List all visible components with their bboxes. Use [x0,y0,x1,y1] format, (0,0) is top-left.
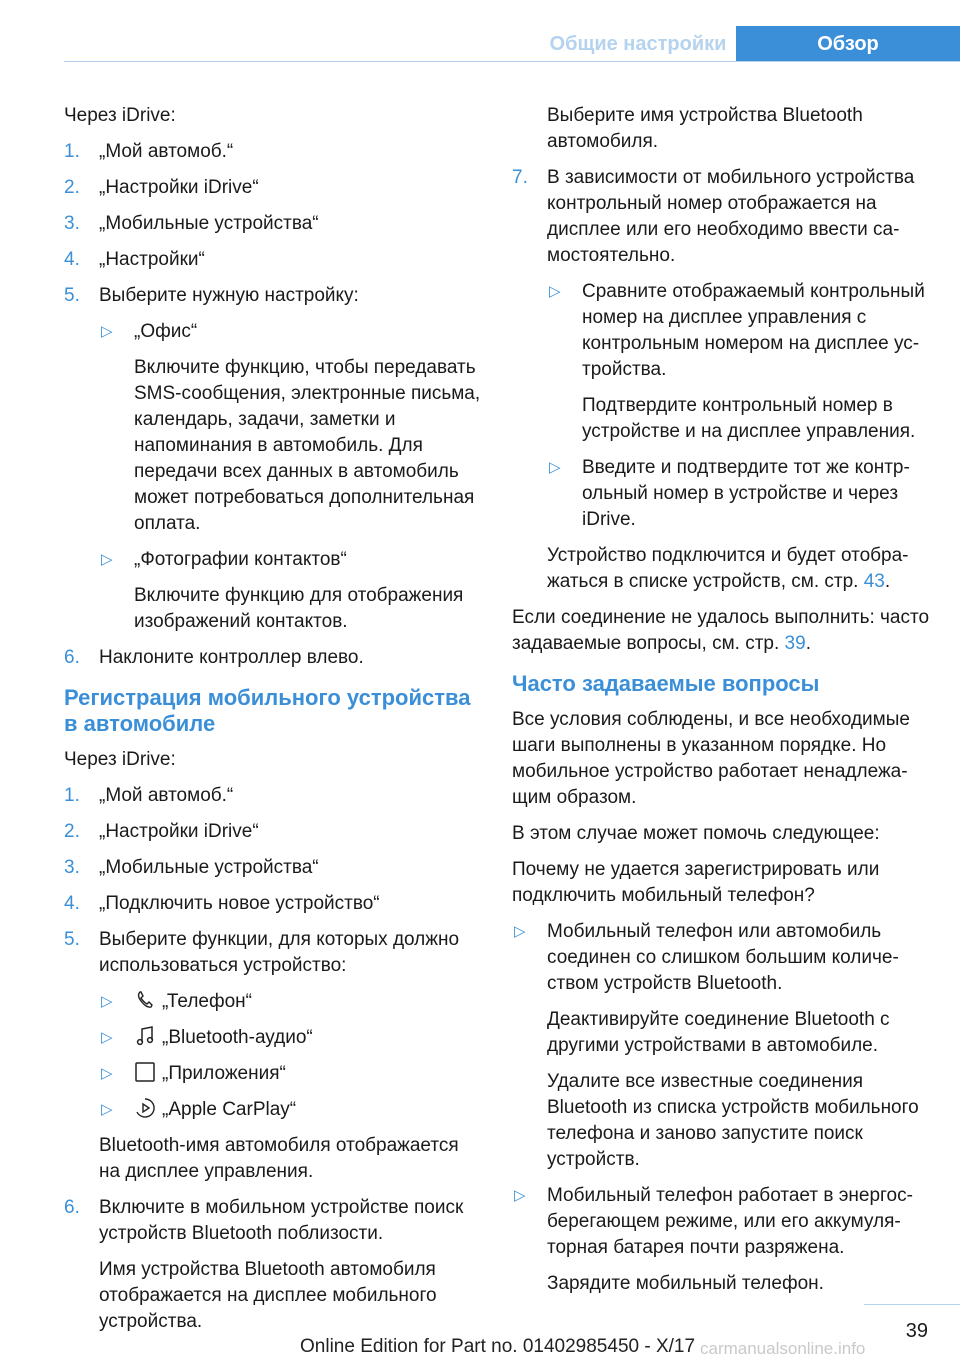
bullet-title: „Офис“ [134,321,198,342]
triangle-bullet-icon: ▷ [514,1187,526,1204]
bullet-item [547,279,932,445]
bullet-item [99,1097,484,1123]
left-column [64,103,484,1345]
step-text: „Настройки iDrive“ [99,821,259,842]
music-note-icon [134,1025,156,1047]
bullet-item [99,547,484,635]
step-number: 4. [64,249,80,270]
page-link[interactable]: 39 [784,633,806,654]
step-text: Выберите функции, для которых должно использоваться устройство: [99,929,460,976]
triangle-bullet-icon: ▷ [101,1065,113,1082]
list-item [64,927,484,1185]
function-label: „Apple CarPlay“ [162,1099,297,1120]
bullet-item [99,1061,484,1087]
header-rule [64,61,960,62]
step-number: 6. [64,1197,80,1218]
step-note: Устройство подключится и будет отображаться в списке устройств, см. стр. 43. [547,545,909,592]
apps-square-icon [134,1061,156,1083]
triangle-bullet-icon: ▷ [514,923,526,940]
list-item [64,891,484,917]
step-text: „Мой автомоб.“ [99,785,234,806]
step-number: 1. [64,785,80,806]
step-number: 5. [64,285,80,306]
triangle-bullet-icon: ▷ [549,459,561,476]
step-text: „Настройки“ [99,249,205,270]
bullet-desc: Включите функцию, чтобы передавать SMS-сообщения, электронные письма, календарь, задачи, заметки и напоминания в автомобиль. Для передачи всех данных в автомобиль может потребоваться дополнительная оплата. [134,357,481,534]
list-item [64,283,484,635]
step-text: Наклоните контроллер влево. [99,647,364,668]
list-item [512,165,932,595]
step-number: 2. [64,177,80,198]
list-item [64,211,484,237]
step-text: Выберите имя устройства Bluetooth автомобиля. [547,105,863,152]
fail-text: Если соединение не удалось выполнить: часто задаваемые вопросы, см. стр. 39. [512,607,930,654]
page-link[interactable]: 43 [863,571,885,592]
intro-text: Через iDrive: [64,749,176,770]
list-item [64,819,484,845]
bullet-item [99,989,484,1015]
list-item [64,645,484,671]
list-item [64,247,484,273]
step-text: В зависимости от мобильного устройства контрольный номер отображается на дисплее или его необходимо ввести самостоятельно. [547,167,915,266]
step-text: „Подключить новое устройство“ [99,893,380,914]
watermark: carmanualsonline.info [700,1339,866,1358]
bullet-item [99,1025,484,1051]
bullet-sub: Зарядите мобильный телефон. [547,1273,824,1294]
fail-sentence: Если соединение не удалось выполнить: часто задаваемые вопросы, см. стр. [512,607,930,654]
step-text: „Мой автомоб.“ [99,141,234,162]
bullet-item [512,1183,932,1297]
step-text: „Настройки iDrive“ [99,177,259,198]
bullet-text: Мобильный телефон или автомобиль соединен со слишком большим количеством устройств Bluetooth. [547,921,899,994]
bullet-text: Сравните отображаемый контрольный номер на дисплее управления с контрольным номером на дисплее устройства. [582,281,925,380]
bullet-sub: Деактивируйте соединение Bluetooth с другими устройствами в автомобиле. [547,1009,890,1056]
triangle-bullet-icon: ▷ [101,551,113,568]
bullet-sub: Удалите все известные соединения Bluetooth из списка устройств мобильного телефона и заново запустите поиск устройств. [547,1071,919,1170]
step-text: „Мобильные устройства“ [99,857,319,878]
bullet-item [512,919,932,1173]
step-note: Bluetooth-имя автомобиля отображается на дисплее управления. [99,1135,459,1182]
function-label: „Приложения“ [162,1063,286,1084]
step-note: Имя устройства Bluetooth автомобиля отображается на дисплее мобильного устройства. [99,1259,437,1332]
step-text: Выберите нужную настройку: [99,285,359,306]
section-heading: Часто задаваемые вопросы [512,671,820,696]
bullet-text: Введите и подтвердите тот же контрольный номер в устройстве и через iDrive. [582,457,910,530]
page-number: 39 [905,1320,928,1342]
list-item [64,783,484,809]
header-tab-overview[interactable]: Обзор [736,26,960,62]
list-item [64,855,484,881]
bullet-desc: Включите функцию для отображения изображений контактов. [134,585,464,632]
bullet-sub: Подтвердите контрольный номер в устройстве и на дисплее управления. [582,395,916,442]
edition-text: Online Edition for Part no. 01402985450 - X/17 [300,1336,696,1357]
play-circle-icon [134,1097,156,1119]
bullet-item [99,319,484,537]
right-column [512,103,932,1307]
phone-icon [134,989,156,1011]
list-item [64,139,484,165]
list-item [64,1195,484,1335]
step-text: „Мобильные устройства“ [99,213,319,234]
list-item [512,103,932,155]
step-number: 5. [64,929,80,950]
header-section-title: Общие настройки [549,33,727,55]
triangle-bullet-icon: ▷ [101,1029,113,1046]
function-label: „Телефон“ [162,991,252,1012]
step-number: 2. [64,821,80,842]
step-number: 7. [512,167,528,188]
question: Почему не удается зарегистрировать или подключить мобильный телефон? [512,859,880,906]
function-label: „Bluetooth-аудио“ [162,1027,313,1048]
step-number: 3. [64,857,80,878]
bullet-item [547,455,932,533]
step-number: 1. [64,141,80,162]
intro-text: Через iDrive: [64,105,176,126]
paragraph: В этом случае может помочь следующее: [512,823,880,844]
footer-rule [864,1304,960,1305]
list-item [64,175,484,201]
triangle-bullet-icon: ▷ [101,1101,113,1118]
paragraph: Все условия соблюдены, и все необходимые шаги выполнены в указанном порядке. Но мобильное устройство работает ненадлежащим образом. [512,709,910,808]
step-number: 3. [64,213,80,234]
step-number: 4. [64,893,80,914]
bullet-title: „Фотографии контактов“ [134,549,347,570]
section-heading: Регистрация мобильного устройства в автомобиле [64,685,471,736]
triangle-bullet-icon: ▷ [549,283,561,300]
triangle-bullet-icon: ▷ [101,993,113,1010]
connected-text: Устройство подключится и будет отображаться в списке устройств, см. стр. [547,545,909,592]
step-text: Включите в мобильном устройстве поиск устройств Bluetooth поблизости. [99,1197,464,1244]
step-number: 6. [64,647,80,668]
bullet-text: Мобильный телефон работает в энергосберегающем режиме, или его аккумуляторная батарея почти разряжена. [547,1185,913,1258]
triangle-bullet-icon: ▷ [101,323,113,340]
